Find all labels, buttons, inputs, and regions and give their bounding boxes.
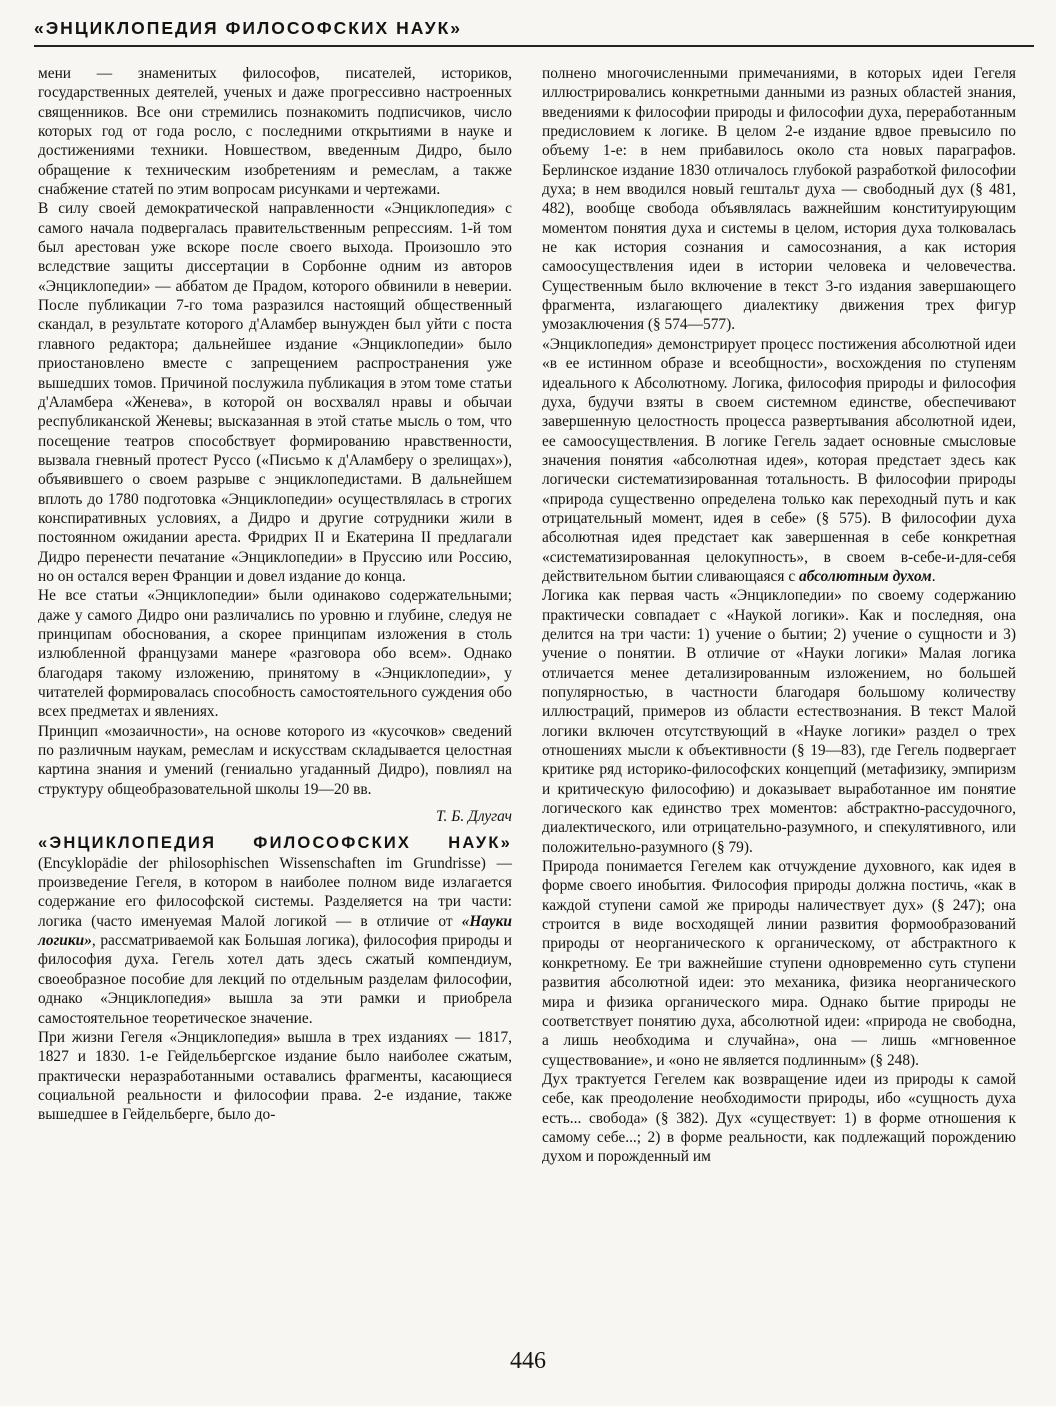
- paragraph: При жизни Гегеля «Энциклопедия» вышла в трех изданиях — 1817, 1827 и 1830. 1-е Гейдельбергское издание было наиболее сжатым, практически неразработанными оставались фрагменты, касающиеся социальной реальности и философии права. 2-е издание, также вышедшее в Гейдельберге, было до-: [38, 1028, 512, 1124]
- paragraph: полнено многочисленными примечаниями, в которых идеи Гегеля иллюстрировались конкретными данными из разных областей знания, введениями к философии природы и философии духа, переработанным предисловием к логике. В целом 2-е издание вдвое превысило по объему 1-е: в нем прибавилось около ста новых параграфов. Берлинское издание 1830 отличалось глубокой разработкой философии духа; в нем вводился новый гештальт духа — свободный дух (§ 481, 482), вообще свобода объявлялась важнейшим конституирующим моментом понятия духа и системы в целом, история духа толковалась не как история сознания и самосознания, а как история самоосуществления идеи в истории человека и человечества. Существенным было включение в текст 3-го издания завершающего фрагмента, излагающего диалектику движения трех фигур умозаключения (§ 574—577).: [542, 65, 1016, 334]
- text-run: «Энциклопедия» демонстрирует процесс постижения абсолютной идеи «в ее истинном образе и всеобщности», восхождения по ступеням идеального к Абсолютному. Логика, философия природы и философия духа, будучи взяты в своем системном единстве, обеспечивают завершенную целостность процесса развертывания абсолютной идеи, ее самоосуществления. В логике Гегель задает основные смысловые значения понятия «абсолютная идея», которая предстает здесь как логически систематизированная тотальность. В философии природы «природа существенно определена только как переходный путь и как отрицательный момент, идея в себе» (§ 575). В философии духа абсолютная идея предстает как завершенная в себе конкретная «систематизированная целокупность», в своем в-себе-и-для-себя действительном бытии сливающаяся с: [542, 335, 1016, 585]
- text-run: (Encyklopädie der philosophischen Wissenschaften im Grundrisse) — произведение Гегеля, в котором в наиболее полном виде излагается содержание его философской системы. Разделяется на три части: логика (часто именуемая Малой логикой — в отличие от: [38, 854, 512, 930]
- paragraph: [38, 854, 512, 1028]
- paragraph: Принцип «мозаичности», на основе которого из «кусочков» сведений по различным наукам, ремеслам и искусствам складывается целостная картина знания и умений (гениально угаданный Дидро), повлиял на структуру общеобразовательной школы 19—20 вв.: [38, 722, 512, 798]
- paragraph: Природа понимается Гегелем как отчуждение духовного, как идея в форме своего инобытия. Философия природы должна постичь, «как в каждой ступени самой же природы наличествует дух» (§ 247); она строится в виде восходящей линии развития формообразований природы от неорганического к органическому, от абстрактного к конкретному. Ее три важнейшие ступени одновременно суть ступени развития абсолютной идеи: это механика, физика неорганического мира и физика органического мира. Однако бытие природы не соответствует понятию духа, абсолютной идеи: «природа не свободна, а лишь необходима и случайна», она — лишь «мгновенное существование», и «оно не является подлинным» (§ 248).: [542, 858, 1016, 1069]
- header-rule: [34, 45, 1034, 47]
- cross-reference: абсолютным духом: [799, 567, 932, 585]
- left-column: [38, 64, 512, 1125]
- entry-title: «ЭНЦИКЛОПЕДИЯ ФИЛОСОФСКИХ НАУК»: [38, 834, 512, 853]
- paragraph: В силу своей демократической направленности «Энциклопедия» с самого начала подвергалась правительственным репрессиям. 1-й том был арестован уже вскоре после своего выхода. Произошло это вследствие защиты диссертации в Сорбонне одним из авторов «Энциклопедии» — аббатом де Прадом, которого обвинили в неверии. После публикации 7-го тома разразился настоящий общественный скандал, в результате которого д'Аламбер вынужден был уйти с поста главного редактора; дальнейшее издание «Энциклопедии» было приостановлено вместе с запрещением распространения уже вышедших томов. Причиной послужила публикация в этом томе статьи д'Аламбера «Женева», в которой он восхвалял нравы и обычаи республиканской Женевы; высказанная в этой статье мысль о том, что посещение театров способствует формированию нравственности, вызвала гневный протест Руссо («Письмо к д'Аламберу о зрелищах»), объявившего о своем разрыве с энциклопедистами. В дальнейшем вплоть до 1780 подготовка «Энциклопедии» осуществлялась в строгих конспиративных условиях, а Дидро и другие сотрудники жили в постоянном ожидании ареста. Фридрих II и Екатерина II предлагали Дидро перенести печатание «Энциклопедии» в Пруссию или Россию, но он остался верен Франции и довел издание до конца.: [38, 200, 512, 585]
- right-column: [542, 64, 1016, 1167]
- paragraph: Не все статьи «Энциклопедии» были одинаково содержательными; даже у самого Дидро они различались по уровню и глубине, следуя не принципам обоснования, а скорее принципам изложения в столь излюбленной французами манере «разговора обо всем». Однако благодаря такому изложению, принятому в «Энциклопедии», у читателей формировалась способность самостоятельного суждения обо всех предметах и явлениях.: [38, 587, 512, 721]
- paragraph: [542, 335, 1016, 586]
- paragraph: мени — знаменитых философов, писателей, историков, государственных деятелей, ученых и даже прогрессивно настроенных священников. Все они стремились познакомить подписчиков, число которых год от года росло, с последними открытиями в науке и достижениями техники. Новшеством, введенным Дидро, было обращение к техническим изобретениям и ремеслам, а также снабжение статей по этим вопросам рисунками и чертежами.: [38, 65, 512, 199]
- author-signature: Т. Б. Длугач: [435, 808, 512, 826]
- text-run: , рассматриваемой как Большая логика), философия природы и философия духа. Гегель хотел дать здесь сжатый компендиум, своеобразное пособие для лекций по отдельным разделам философии, однако «Энциклопедия» вышла за эти рамки и приобрела самостоятельное теоретическое значение.: [38, 932, 512, 1027]
- paragraph: Дух трактуется Гегелем как возвращение идеи из природы к самой себе, как преодоление необходимости природы, ибо «сущность духа есть... свобода» (§ 382). Дух «существует: 1) в форме отношения к самому себе...; 2) в форме реальности, как подлежащий порождению духом и порожденный им: [542, 1070, 1016, 1166]
- running-header: «ЭНЦИКЛОПЕДИЯ ФИЛОСОФСКИХ НАУК»: [34, 18, 472, 39]
- paragraph: Логика как первая часть «Энциклопедии» по своему содержанию практически совпадает с «Наукой логики». Как и последняя, она делится на три части: 1) учение о бытии; 2) учение о сущности и 3) учение о понятии. В отличие от «Науки логики» Малая логика отличается менее детализированным изложением, но большей популярностью, в частности благодаря большому количеству иллюстраций, примеров из области естествознания. В текст Малой логики включен отсутствующий в «Науке логики» раздел о трех отношениях мысли к объективности (§ 19—83), где Гегель подвергает критике ряд историко-философских концепций (метафизику, эмпиризм и критическую философию) и доказывает выработанное им понятие логического как единство трех моментов: абстрактно-рассудочного, диалектического, или отрицательно-разумного, и спекулятивного, или положительно-разумного (§ 79).: [542, 587, 1016, 856]
- page-number: 446: [510, 1348, 546, 1374]
- cross-reference: «Науки логики»: [38, 912, 512, 950]
- text-run: .: [931, 567, 936, 585]
